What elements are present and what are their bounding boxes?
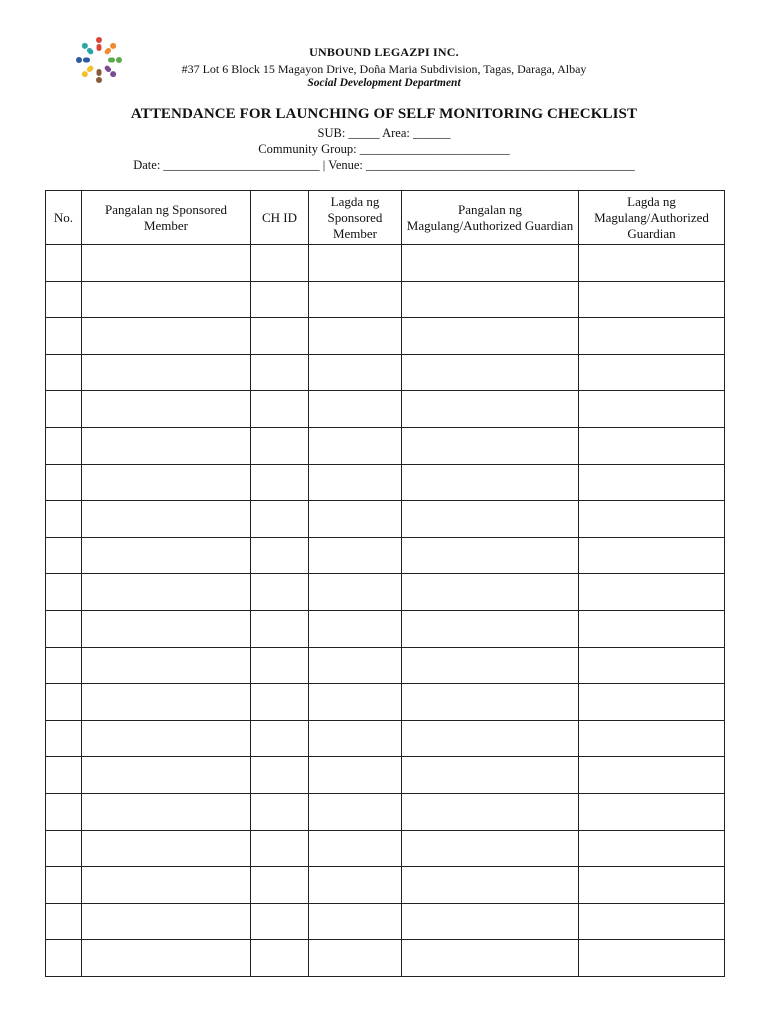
table-cell[interactable] (402, 391, 579, 428)
form-title: ATTENDANCE FOR LAUNCHING OF SELF MONITORING CHECKLIST (130, 106, 638, 122)
table-cell[interactable] (579, 647, 725, 684)
table-cell[interactable] (402, 574, 579, 611)
column-header-guardian-signature: Lagda ng Magulang/Authorized Guardian (579, 191, 725, 245)
table-cell[interactable] (579, 537, 725, 574)
table-cell[interactable] (82, 903, 251, 940)
table-cell[interactable] (579, 720, 725, 757)
table-cell[interactable] (402, 501, 579, 538)
table-cell[interactable] (82, 537, 251, 574)
table-cell[interactable] (251, 757, 309, 794)
table-cell[interactable] (402, 793, 579, 830)
table-cell[interactable] (309, 867, 402, 904)
table-cell[interactable] (309, 427, 402, 464)
table-cell[interactable] (82, 757, 251, 794)
table-row (46, 245, 725, 282)
table-cell[interactable] (309, 684, 402, 721)
table-row (46, 867, 725, 904)
table-cell[interactable] (309, 647, 402, 684)
table-cell[interactable] (82, 867, 251, 904)
table-cell[interactable] (82, 245, 251, 282)
table-cell[interactable] (82, 684, 251, 721)
column-header-member-signature: Lagda ng Sponsored Member (309, 191, 402, 245)
table-cell[interactable] (579, 501, 725, 538)
table-cell[interactable] (251, 537, 309, 574)
table-row (46, 940, 725, 977)
attendance-table (45, 190, 725, 977)
table-cell[interactable] (46, 354, 82, 391)
table-cell[interactable] (579, 610, 725, 647)
table-cell[interactable] (309, 464, 402, 501)
table-cell[interactable] (82, 647, 251, 684)
table-cell[interactable] (579, 684, 725, 721)
table-cell[interactable] (402, 830, 579, 867)
sub-area-line: SUB: _____ Area: ______ (317, 126, 451, 140)
column-header-guardian-name: Pangalan ng Magulang/Authorized Guardian (402, 191, 579, 245)
table-cell[interactable] (46, 793, 82, 830)
table-cell[interactable] (309, 940, 402, 977)
table-cell[interactable] (251, 281, 309, 318)
table-cell[interactable] (579, 245, 725, 282)
table-cell[interactable] (309, 354, 402, 391)
table-cell[interactable] (251, 318, 309, 355)
column-header-member-name: Pangalan ng Sponsored Member (82, 191, 251, 245)
table-cell[interactable] (579, 281, 725, 318)
table-cell[interactable] (251, 903, 309, 940)
table-cell[interactable] (46, 245, 82, 282)
table-cell[interactable] (46, 537, 82, 574)
table-cell[interactable] (46, 647, 82, 684)
table-cell[interactable] (402, 647, 579, 684)
table-cell[interactable] (251, 867, 309, 904)
table-row (46, 354, 725, 391)
table-cell[interactable] (309, 793, 402, 830)
table-row (46, 318, 725, 355)
table-cell[interactable] (309, 391, 402, 428)
table-cell[interactable] (251, 245, 309, 282)
table-cell[interactable] (251, 793, 309, 830)
table-cell[interactable] (82, 354, 251, 391)
table-row (46, 720, 725, 757)
table-cell[interactable] (82, 501, 251, 538)
table-row (46, 647, 725, 684)
table-cell[interactable] (402, 610, 579, 647)
table-cell[interactable] (309, 501, 402, 538)
table-cell[interactable] (46, 684, 82, 721)
table-cell[interactable] (309, 757, 402, 794)
table-cell[interactable] (309, 537, 402, 574)
table-cell[interactable] (251, 574, 309, 611)
table-cell[interactable] (46, 940, 82, 977)
table-cell[interactable] (579, 354, 725, 391)
table-cell[interactable] (251, 354, 309, 391)
table-row (46, 391, 725, 428)
table-cell[interactable] (402, 245, 579, 282)
table-cell[interactable] (309, 830, 402, 867)
table-cell[interactable] (251, 647, 309, 684)
table-cell[interactable] (251, 830, 309, 867)
table-cell[interactable] (402, 903, 579, 940)
table-cell[interactable] (402, 757, 579, 794)
column-header-no: No. (46, 191, 82, 245)
table-row (46, 610, 725, 647)
table-cell[interactable] (579, 427, 725, 464)
table-row (46, 903, 725, 940)
table-cell[interactable] (46, 318, 82, 355)
table-cell[interactable] (46, 757, 82, 794)
table-row (46, 281, 725, 318)
table-cell[interactable] (46, 427, 82, 464)
table-row (46, 574, 725, 611)
table-cell[interactable] (309, 903, 402, 940)
table-row (46, 537, 725, 574)
table-cell[interactable] (46, 830, 82, 867)
table-cell[interactable] (309, 610, 402, 647)
table-cell[interactable] (46, 610, 82, 647)
table-cell[interactable] (82, 464, 251, 501)
table-cell[interactable] (579, 318, 725, 355)
table-cell[interactable] (579, 464, 725, 501)
table-cell[interactable] (309, 574, 402, 611)
organization-address: #37 Lot 6 Block 15 Magayon Drive, Doña Maria Subdivision, Tagas, Daraga, Albay (181, 62, 587, 76)
table-cell[interactable] (82, 610, 251, 647)
table-cell[interactable] (402, 537, 579, 574)
table-cell[interactable] (46, 867, 82, 904)
table-cell[interactable] (46, 720, 82, 757)
table-cell[interactable] (309, 720, 402, 757)
table-cell[interactable] (251, 464, 309, 501)
table-cell[interactable] (579, 391, 725, 428)
table-cell[interactable] (579, 757, 725, 794)
table-cell[interactable] (251, 610, 309, 647)
table-cell[interactable] (402, 720, 579, 757)
table-row (46, 464, 725, 501)
table-cell[interactable] (82, 427, 251, 464)
table-cell[interactable] (402, 318, 579, 355)
table-row (46, 684, 725, 721)
table-row (46, 427, 725, 464)
table-row (46, 793, 725, 830)
table-cell[interactable] (82, 281, 251, 318)
table-cell[interactable] (402, 684, 579, 721)
table-cell[interactable] (46, 501, 82, 538)
table-cell[interactable] (402, 354, 579, 391)
table-cell[interactable] (251, 940, 309, 977)
table-cell[interactable] (251, 427, 309, 464)
department-name: Social Development Department (307, 77, 461, 89)
table-cell[interactable] (579, 574, 725, 611)
table-cell[interactable] (402, 281, 579, 318)
table-cell[interactable] (309, 245, 402, 282)
table-cell[interactable] (82, 940, 251, 977)
table-cell[interactable] (251, 501, 309, 538)
table-cell[interactable] (82, 720, 251, 757)
community-group-line: Community Group: ________________________ (258, 142, 510, 156)
attendance-table-body (46, 245, 725, 977)
table-header-row (46, 191, 725, 245)
table-cell[interactable] (82, 830, 251, 867)
table-cell[interactable] (579, 793, 725, 830)
table-cell[interactable] (251, 684, 309, 721)
table-cell[interactable] (46, 574, 82, 611)
table-cell[interactable] (82, 391, 251, 428)
date-venue-line: Date: _________________________ | Venue: ___________________________________________ (133, 158, 635, 172)
table-row (46, 757, 725, 794)
table-cell[interactable] (46, 464, 82, 501)
table-row (46, 501, 725, 538)
table-cell[interactable] (402, 427, 579, 464)
table-cell[interactable] (82, 793, 251, 830)
table-row (46, 830, 725, 867)
table-cell[interactable] (82, 574, 251, 611)
column-header-ch-id: CH ID (251, 191, 309, 245)
table-cell[interactable] (402, 867, 579, 904)
table-cell[interactable] (46, 281, 82, 318)
table-cell[interactable] (579, 830, 725, 867)
table-cell[interactable] (251, 720, 309, 757)
table-cell[interactable] (46, 903, 82, 940)
table-cell[interactable] (402, 940, 579, 977)
table-cell[interactable] (579, 867, 725, 904)
organization-name: UNBOUND LEGAZPI INC. (309, 45, 459, 59)
table-cell[interactable] (46, 391, 82, 428)
table-cell[interactable] (309, 318, 402, 355)
table-cell[interactable] (579, 903, 725, 940)
table-cell[interactable] (309, 281, 402, 318)
table-cell[interactable] (579, 940, 725, 977)
table-cell[interactable] (82, 318, 251, 355)
table-cell[interactable] (402, 464, 579, 501)
table-cell[interactable] (251, 391, 309, 428)
